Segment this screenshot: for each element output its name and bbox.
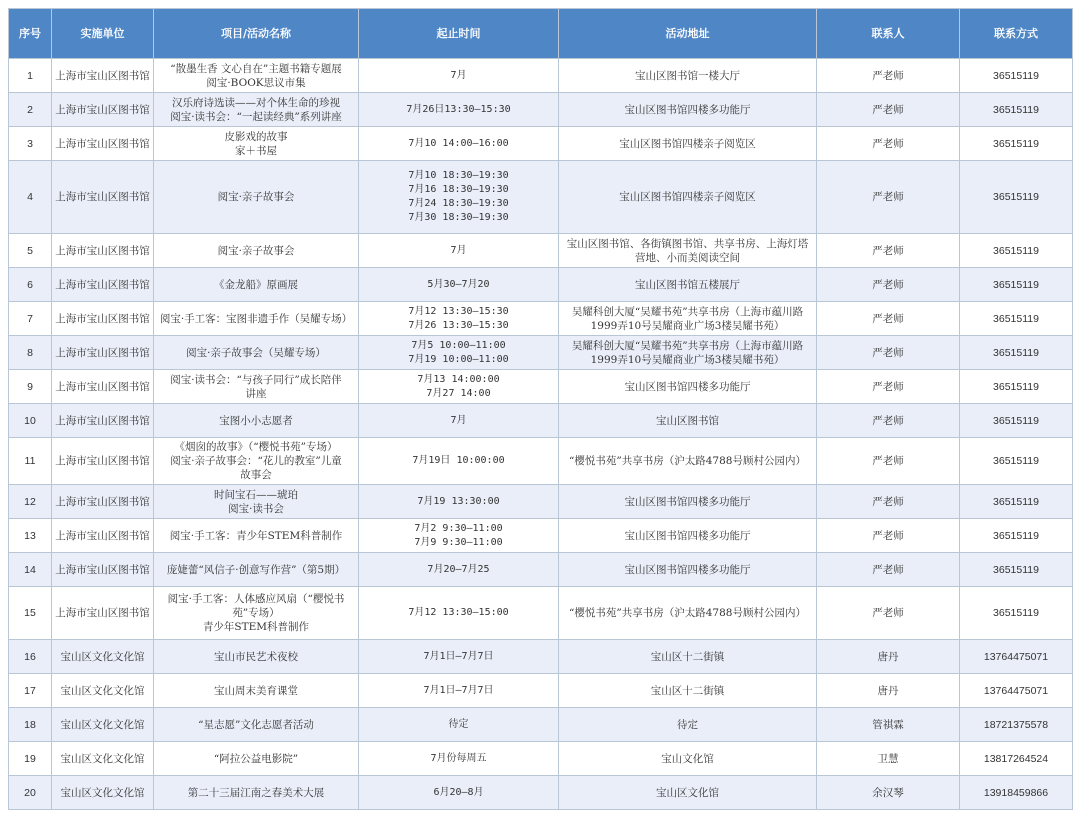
cell-unit: 上海市宝山区图书馆 — [52, 161, 154, 234]
table-header-row — [9, 9, 1073, 59]
cell-address-line: 吴耀科创大厦“吴耀书苑”共享书房（上海市蕴川路 — [571, 339, 804, 352]
cell-contact: 严老师 — [817, 161, 960, 234]
cell-address-line: 宝山区图书馆四楼多功能厅 — [624, 380, 751, 393]
cell-phone: 13764475071 — [960, 674, 1073, 708]
cell-time — [359, 485, 559, 519]
cell-unit: 上海市宝山区图书馆 — [52, 127, 154, 161]
cell-time-line: 7月24 18:30–19:30 — [408, 198, 509, 209]
cell-no: 1 — [9, 59, 52, 93]
cell-address-line: 宝山区十二街镇 — [650, 650, 725, 663]
cell-name — [154, 587, 359, 640]
table-row — [9, 127, 1073, 161]
cell-time — [359, 553, 559, 587]
cell-no: 17 — [9, 674, 52, 708]
cell-time-line: 7月30 18:30–19:30 — [408, 212, 509, 223]
cell-no: 18 — [9, 708, 52, 742]
cell-name-line: 宝图小小志愿者 — [219, 414, 293, 427]
cell-address — [559, 370, 817, 404]
cell-unit: 上海市宝山区图书馆 — [52, 370, 154, 404]
cell-address-line: 宝山区图书馆 — [656, 414, 719, 427]
cell-unit: 上海市宝山区图书馆 — [52, 587, 154, 640]
cell-unit: 宝山区文化文化馆 — [52, 708, 154, 742]
cell-address-line: 待定 — [677, 718, 698, 731]
cell-contact: 严老师 — [817, 234, 960, 268]
cell-address-line: 宝山区图书馆五楼展厅 — [635, 278, 740, 291]
cell-name — [154, 640, 359, 674]
cell-name — [154, 519, 359, 553]
cell-name-line: 故事会 — [240, 469, 272, 481]
header-address: 活动地址 — [559, 9, 817, 59]
cell-contact: 唐丹 — [817, 674, 960, 708]
cell-phone: 36515119 — [960, 553, 1073, 587]
cell-phone: 13817264524 — [960, 742, 1073, 776]
cell-no: 14 — [9, 553, 52, 587]
cell-time — [359, 742, 559, 776]
cell-contact: 严老师 — [817, 268, 960, 302]
cell-no: 16 — [9, 640, 52, 674]
table-row — [9, 553, 1073, 587]
cell-name-line: 时间宝石——琥珀 — [214, 488, 298, 501]
table-row — [9, 438, 1073, 485]
cell-name-line: 阅宝·亲子故事会（吴耀专场） — [186, 346, 326, 359]
cell-time — [359, 93, 559, 127]
cell-contact: 管祺霖 — [817, 708, 960, 742]
cell-contact: 严老师 — [817, 485, 960, 519]
cell-time-line: 7月20–7月25 — [427, 563, 490, 575]
cell-name-line: 皮影戏的故事 — [224, 130, 288, 143]
cell-time — [359, 519, 559, 553]
cell-name-line: “阿拉公益电影院” — [213, 752, 299, 765]
cell-contact: 严老师 — [817, 370, 960, 404]
cell-contact: 严老师 — [817, 404, 960, 438]
cell-address-line: “樱悦书苑”共享书房（沪太路4788号顾村公园内） — [569, 607, 806, 619]
cell-address-line: 吴耀科创大厦“吴耀书苑”共享书房（上海市蕴川路 — [571, 305, 804, 318]
cell-contact: 唐丹 — [817, 640, 960, 674]
cell-phone: 36515119 — [960, 127, 1073, 161]
table-row — [9, 234, 1073, 268]
table-row — [9, 268, 1073, 302]
cell-unit: 上海市宝山区图书馆 — [52, 519, 154, 553]
cell-name-line: 宝山市民艺术夜校 — [214, 650, 298, 663]
table-row — [9, 674, 1073, 708]
table-row — [9, 93, 1073, 127]
cell-time-line: 6月20–8月 — [433, 786, 484, 798]
table-row — [9, 302, 1073, 336]
cell-no: 9 — [9, 370, 52, 404]
cell-no: 11 — [9, 438, 52, 485]
cell-address-line: 宝山区文化馆 — [656, 786, 719, 799]
cell-unit: 上海市宝山区图书馆 — [52, 234, 154, 268]
header-phone: 联系方式 — [960, 9, 1073, 59]
cell-name-line: 阅宝·手工客：宝图非遗手作（吴耀专场） — [159, 312, 353, 325]
header-name: 项目/活动名称 — [154, 9, 359, 59]
cell-unit: 上海市宝山区图书馆 — [52, 438, 154, 485]
cell-time-line: 7月2 9:30—11:00 — [414, 522, 503, 534]
table-row — [9, 59, 1073, 93]
cell-address — [559, 587, 817, 640]
cell-phone: 36515119 — [960, 438, 1073, 485]
cell-time-line: 7月12 13:30–15:30 — [408, 305, 509, 317]
cell-time-line: 7月26日13:30–15:30 — [406, 103, 511, 115]
cell-time-line: 7月1日–7月7日 — [423, 684, 494, 696]
cell-address-line: 宝山区图书馆、各街镇图书馆、共享书房、上海灯塔 — [566, 237, 809, 250]
cell-name-line: 宝山周末美育课堂 — [214, 684, 298, 697]
cell-time — [359, 674, 559, 708]
cell-contact: 严老师 — [817, 93, 960, 127]
cell-time-line: 7月16 18:30–19:30 — [408, 184, 509, 195]
cell-no: 20 — [9, 776, 52, 810]
cell-name-line: 阅宝·亲子故事会：“花儿的教室”儿童 — [170, 455, 342, 467]
cell-name — [154, 553, 359, 587]
cell-no: 10 — [9, 404, 52, 438]
cell-phone: 36515119 — [960, 268, 1073, 302]
cell-name — [154, 438, 359, 485]
cell-contact: 严老师 — [817, 59, 960, 93]
cell-address-line: 1999弄10号吴耀商业广场3楼吴耀书苑） — [590, 353, 785, 366]
cell-name-line: 阅宝·读书会：“一起读经典”系列讲座 — [170, 110, 342, 123]
cell-phone: 36515119 — [960, 234, 1073, 268]
cell-time-line: 7月9 9:30—11:00 — [414, 536, 503, 548]
table-row — [9, 519, 1073, 553]
cell-address-line: 1999弄10号吴耀商业广场3楼吴耀书苑） — [590, 319, 785, 332]
activity-table — [8, 8, 1073, 810]
cell-no: 15 — [9, 587, 52, 640]
cell-phone: 13764475071 — [960, 640, 1073, 674]
cell-time-line: 7月1日–7月7日 — [423, 650, 494, 662]
cell-name-line: 汉乐府诗选读——对个体生命的珍视 — [172, 96, 340, 109]
table-row — [9, 776, 1073, 810]
cell-name-line: 阅宝·亲子故事会 — [217, 191, 295, 203]
cell-phone: 36515119 — [960, 485, 1073, 519]
cell-name — [154, 370, 359, 404]
cell-name — [154, 776, 359, 810]
cell-time-line: 7月 — [450, 244, 467, 256]
cell-phone: 36515119 — [960, 93, 1073, 127]
cell-address — [559, 234, 817, 268]
cell-address-line: 宝山区图书馆四楼亲子阅览区 — [619, 137, 756, 150]
cell-name-line: 庞婕蕾“风信子·创意写作营”（第5期） — [166, 563, 346, 576]
cell-time — [359, 404, 559, 438]
cell-address-line: “樱悦书苑”共享书房（沪太路4788号顾村公园内） — [569, 455, 806, 467]
cell-unit: 上海市宝山区图书馆 — [52, 93, 154, 127]
cell-address — [559, 268, 817, 302]
cell-address — [559, 776, 817, 810]
cell-contact: 严老师 — [817, 587, 960, 640]
cell-name-line: 阅宝·亲子故事会 — [217, 244, 295, 257]
cell-address-line: 营地、小而美阅读空间 — [635, 251, 740, 264]
cell-name — [154, 93, 359, 127]
cell-phone: 36515119 — [960, 519, 1073, 553]
cell-time-line: 7月12 13:30—15:00 — [408, 607, 509, 618]
cell-no: 3 — [9, 127, 52, 161]
cell-phone: 36515119 — [960, 59, 1073, 93]
cell-time — [359, 587, 559, 640]
cell-address-line: 宝山区图书馆四楼亲子阅览区 — [619, 191, 756, 203]
cell-no: 19 — [9, 742, 52, 776]
cell-address-line: 宝山文化馆 — [661, 752, 714, 765]
cell-name-line: “星志愿”文化志愿者活动 — [198, 718, 314, 731]
cell-phone: 36515119 — [960, 161, 1073, 234]
cell-address-line: 宝山区图书馆四楼多功能厅 — [624, 495, 751, 508]
table-row — [9, 708, 1073, 742]
cell-unit: 宝山区文化文化馆 — [52, 640, 154, 674]
cell-time — [359, 302, 559, 336]
cell-address-line: 宝山区图书馆一楼大厅 — [635, 69, 740, 82]
cell-name-line: 阅宝·BOOK思议市集 — [206, 76, 306, 89]
cell-no: 2 — [9, 93, 52, 127]
cell-unit: 宝山区文化文化馆 — [52, 674, 154, 708]
cell-unit: 上海市宝山区图书馆 — [52, 553, 154, 587]
cell-address — [559, 404, 817, 438]
cell-name-line: 家＋书屋 — [235, 144, 277, 157]
cell-name-line: 阅宝·手工客：人体感应风扇（“樱悦书 — [167, 593, 345, 605]
cell-address — [559, 59, 817, 93]
header-no: 序号 — [9, 9, 52, 59]
cell-time-line: 7月10 18:30–19:30 — [408, 170, 509, 181]
cell-name-line: 青少年STEM科普制作 — [202, 621, 310, 633]
cell-name — [154, 234, 359, 268]
cell-address-line: 宝山区图书馆四楼多功能厅 — [624, 529, 751, 542]
cell-address — [559, 553, 817, 587]
cell-name — [154, 59, 359, 93]
cell-name-line: 苑”专场） — [232, 607, 280, 619]
cell-contact: 严老师 — [817, 127, 960, 161]
table-row — [9, 336, 1073, 370]
activity-table-container — [8, 8, 1072, 810]
cell-name-line: 《烟囱的故事》（“樱悦书苑”专场） — [174, 441, 338, 453]
cell-address — [559, 93, 817, 127]
cell-time-line: 7月份每周五 — [430, 752, 487, 764]
cell-time-line: 7月 — [450, 414, 467, 426]
cell-time-line: 7月 — [450, 69, 467, 81]
cell-address — [559, 438, 817, 485]
table-row — [9, 640, 1073, 674]
cell-name — [154, 336, 359, 370]
cell-unit: 上海市宝山区图书馆 — [52, 404, 154, 438]
table-row — [9, 370, 1073, 404]
cell-time — [359, 640, 559, 674]
cell-time-line: 7月19日 10:00:00 — [412, 455, 505, 466]
cell-name-line: 《金龙船》原画展 — [214, 278, 298, 291]
cell-contact: 卫慧 — [817, 742, 960, 776]
cell-time — [359, 776, 559, 810]
cell-time — [359, 234, 559, 268]
cell-name-line: “散墨生香 文心自在”主题书籍专题展 — [170, 62, 342, 75]
cell-phone: 13918459866 — [960, 776, 1073, 810]
cell-name — [154, 404, 359, 438]
cell-unit: 宝山区文化文化馆 — [52, 776, 154, 810]
cell-name-line: 阅宝·手工客：青少年STEM科普制作 — [169, 529, 343, 542]
table-row — [9, 587, 1073, 640]
cell-address — [559, 519, 817, 553]
cell-name — [154, 127, 359, 161]
cell-unit: 上海市宝山区图书馆 — [52, 59, 154, 93]
cell-time-line: 7月27 14:00 — [426, 387, 491, 399]
cell-unit: 上海市宝山区图书馆 — [52, 485, 154, 519]
cell-address — [559, 708, 817, 742]
cell-contact: 严老师 — [817, 302, 960, 336]
cell-time — [359, 336, 559, 370]
cell-time-line: 5月30–7月20 — [427, 278, 490, 290]
cell-time-line: 7月19 13:30:00 — [417, 495, 500, 507]
cell-contact: 严老师 — [817, 553, 960, 587]
cell-address-line: 宝山区十二街镇 — [650, 684, 725, 697]
header-contact: 联系人 — [817, 9, 960, 59]
cell-name-line: 阅宝·读书会 — [228, 502, 284, 515]
cell-name — [154, 302, 359, 336]
cell-time-line: 7月13 14:00:00 — [417, 373, 500, 385]
cell-no: 7 — [9, 302, 52, 336]
cell-time — [359, 708, 559, 742]
cell-no: 8 — [9, 336, 52, 370]
cell-time-line: 待定 — [448, 718, 469, 730]
cell-address — [559, 302, 817, 336]
cell-unit: 上海市宝山区图书馆 — [52, 268, 154, 302]
cell-name-line: 第二十三届江南之春美术大展 — [187, 786, 325, 799]
table-row — [9, 485, 1073, 519]
cell-time — [359, 127, 559, 161]
cell-address-line: 宝山区图书馆四楼多功能厅 — [624, 103, 751, 116]
cell-name — [154, 674, 359, 708]
cell-time — [359, 59, 559, 93]
cell-name-line: 阅宝·读书会：“与孩子同行”成长陪伴 — [170, 373, 342, 386]
cell-contact: 严老师 — [817, 438, 960, 485]
cell-name — [154, 161, 359, 234]
cell-address — [559, 485, 817, 519]
cell-contact: 余汉琴 — [817, 776, 960, 810]
cell-phone: 36515119 — [960, 336, 1073, 370]
cell-unit: 上海市宝山区图书馆 — [52, 336, 154, 370]
cell-address — [559, 640, 817, 674]
cell-name — [154, 708, 359, 742]
cell-time-line: 7月5 10:00–11:00 — [411, 339, 506, 351]
table-row — [9, 161, 1073, 234]
cell-time-line: 7月10 14:00–16:00 — [408, 137, 509, 149]
cell-contact: 严老师 — [817, 336, 960, 370]
cell-no: 13 — [9, 519, 52, 553]
cell-name — [154, 485, 359, 519]
header-time: 起止时间 — [359, 9, 559, 59]
cell-name — [154, 268, 359, 302]
cell-phone: 36515119 — [960, 587, 1073, 640]
cell-time — [359, 268, 559, 302]
cell-address-line: 宝山区图书馆四楼多功能厅 — [624, 563, 751, 576]
cell-time — [359, 438, 559, 485]
cell-time — [359, 161, 559, 234]
cell-contact: 严老师 — [817, 519, 960, 553]
cell-no: 5 — [9, 234, 52, 268]
cell-address — [559, 161, 817, 234]
cell-address — [559, 336, 817, 370]
cell-time-line: 7月26 13:30–15:30 — [408, 319, 509, 331]
cell-no: 4 — [9, 161, 52, 234]
cell-name-line: 讲座 — [245, 387, 267, 400]
cell-name — [154, 742, 359, 776]
cell-unit: 宝山区文化文化馆 — [52, 742, 154, 776]
table-row — [9, 404, 1073, 438]
cell-unit: 上海市宝山区图书馆 — [52, 302, 154, 336]
cell-phone: 36515119 — [960, 302, 1073, 336]
cell-time — [359, 370, 559, 404]
cell-no: 12 — [9, 485, 52, 519]
cell-address — [559, 674, 817, 708]
header-unit: 实施单位 — [52, 9, 154, 59]
cell-time-line: 7月19 10:00–11:00 — [408, 353, 509, 365]
cell-phone: 36515119 — [960, 404, 1073, 438]
cell-address — [559, 127, 817, 161]
cell-phone: 18721375578 — [960, 708, 1073, 742]
table-body — [9, 59, 1073, 810]
cell-no: 6 — [9, 268, 52, 302]
table-row — [9, 742, 1073, 776]
cell-address — [559, 742, 817, 776]
cell-phone: 36515119 — [960, 370, 1073, 404]
